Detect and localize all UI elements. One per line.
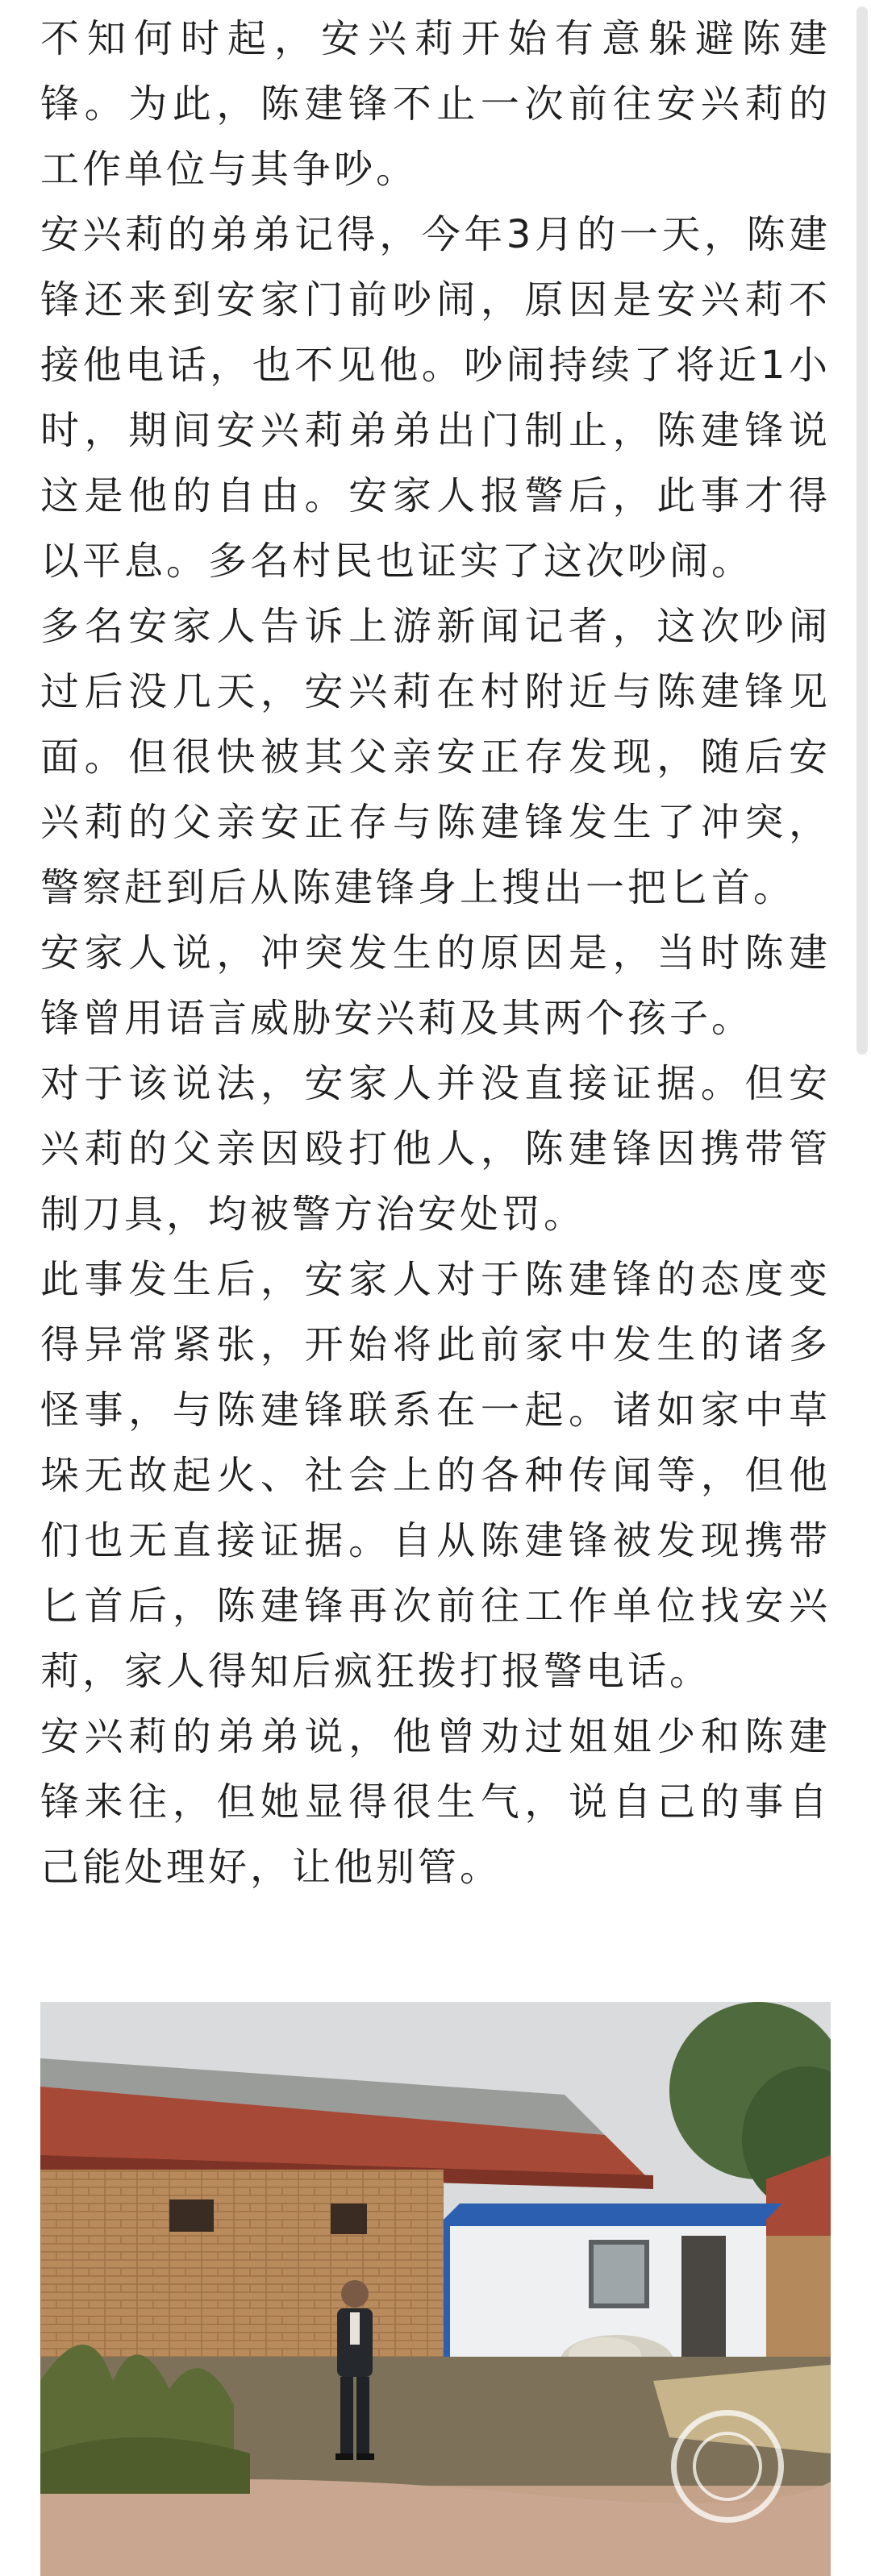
paragraph-1: 不知何时起，安兴莉开始有意躲避陈建锋。为此，陈建锋不止一次前往安兴莉的工作单位与其争吵。 [40, 16, 831, 192]
watermark-inner-ring [693, 2432, 762, 2501]
paragraph-6: 此事发生后，安家人对于陈建锋的态度变得异常紧张，开始将此前家中发生的诸多怪事，与陈建锋联系在一起。诸如家中草垛无故起火、社会上的各种传闻等，但他们也无直接证据。自从陈建锋被发现携带匕首后，陈建锋再次前往工作单位找安兴莉，家人得知后疯狂拨打报警电话。 [40, 1257, 831, 1694]
paragraph-5: 对于该说法，安家人并没直接证据。但安兴莉的父亲因殴打他人，陈建锋因携带管制刀具，均被警方治安处罚。 [40, 1061, 831, 1237]
article-body [40, 6, 831, 1900]
paragraph-3: 多名安家人告诉上游新闻记者，这次吵闹过后没几天，安兴莉在村附近与陈建锋见面。但很快被其父亲安正存发现，随后安兴莉的父亲安正存与陈建锋发生了冲突，警察赶到后从陈建锋身上搜出一把匕首。 [40, 604, 831, 910]
scrollbar-thumb[interactable] [856, 6, 868, 1055]
article-photo [40, 2002, 831, 2576]
paragraph-7: 安兴莉的弟弟说，他曾劝过姐姐少和陈建锋来往，但她显得很生气，说自己的事自己能处理好，让他别管。 [40, 1714, 831, 1890]
scrollbar[interactable] [852, 0, 871, 1532]
paragraph-2: 安兴莉的弟弟记得，今年3月的一天，陈建锋还来到安家门前吵闹，原因是安兴莉不接他电话，也不见他。吵闹持续了将近1小时，期间安兴莉弟弟出门制止，陈建锋说这是他的自由。安家人报警后，此事才得以平息。多名村民也证实了这次吵闹。 [40, 212, 831, 584]
paragraph-4: 安家人说，冲突发生的原因是，当时陈建锋曾用语言威胁安兴莉及其两个孩子。 [40, 930, 831, 1041]
shangyou-news-watermark-icon [671, 2410, 784, 2523]
